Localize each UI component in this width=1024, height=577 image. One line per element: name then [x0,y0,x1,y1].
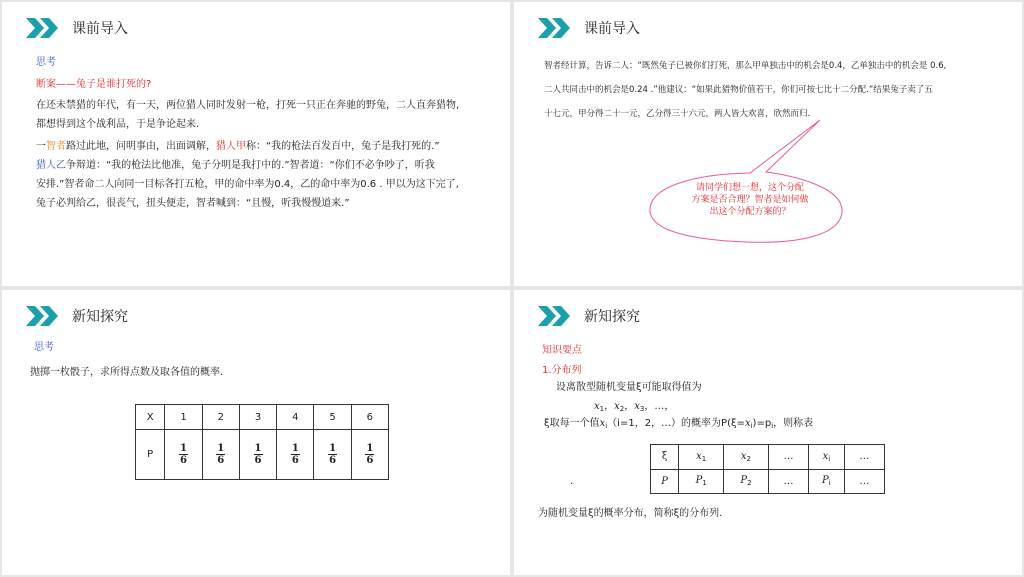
table-cell: … [768,445,808,470]
slide-title: 新知探究 [584,309,640,325]
slide-3 [2,290,510,575]
fraction-cell [314,430,351,480]
table-row [136,430,389,480]
slide-2 [514,2,1022,286]
question-text: 抛掷一枚骰子，求所得点数及取各值的概率. [30,367,224,378]
table-cell: 4 [277,405,314,430]
story-line: 在还未禁猎的年代，有一天，两位猎人同时发射一枪，打死一只正在奔驰的野兔，二人直奔猎物, [36,100,460,111]
slide-title: 新知探究 [72,309,128,325]
story-text: 称：“我的枪法百发百中，兔子是我打死的.” [246,141,440,152]
fraction: $\frac{1}{6}$ [217,443,225,466]
fraction-cell [351,430,388,480]
think-label: 思考 [36,57,56,68]
table-cell: … [768,469,808,494]
double-chevron-icon [538,18,574,38]
story-text: 一 [36,141,46,152]
fraction: $\frac{1}{6}$ [291,443,299,466]
bubble-line: 方案是否合理？智者是如何做 [691,195,809,205]
section-heading: 知识要点 [542,345,582,356]
table-row [651,469,885,494]
question-text: 断案——兔子是谁打死的? [36,79,152,90]
values-line: $x_1$，$x_2$，$x_3$，…， [594,401,675,413]
slide-header [26,17,128,39]
table-cell: P [651,469,679,494]
bubble-line: 请同学们想一想，这个分配 [695,183,804,193]
table-cell: $x_1$ [679,445,724,470]
fraction-cell [277,430,314,480]
subsection-heading: 1.分布列 [542,365,582,376]
fraction: $\frac{1}{6}$ [254,443,262,466]
story-text: 争辩道：“我的枪法比他准，兔子分明是我打中的.”智者道：“你们不必争吵了，听我 [66,160,435,171]
story-line: 安排.”智者命二人向同一目标各打五枪，甲的命中率为0.4，乙的命中率为0.6 . 甲以为这下完了, [36,179,459,190]
table-cell: 1 [165,405,202,430]
table-cell: … [844,445,884,470]
table-cell: $x_i$ [809,445,845,470]
table-row [136,405,389,430]
definition-line: 设离散型随机变量ξ可能取得值为 [556,382,702,393]
slide-title: 课前导入 [584,21,640,37]
slide-1 [2,2,510,286]
story-line: 兔子必判给乙，很丧气，扭头便走，智者喊到：“且慢，听我慢慢道来.” [36,198,350,209]
dot-mark: . [570,476,574,487]
table-cell: … [844,469,884,494]
table-cell: ξ [651,445,679,470]
story-line: 智者经计算，告诉二人：“既然兔子已被你们打死，那么甲单独击中的机会是0.4，乙单独击中的机会是 0.6, [544,61,947,71]
story-text: 路过此地，问明事由，出面调解， [66,141,216,152]
slide-title: 课前导入 [72,21,128,37]
slide-header [26,305,128,327]
bubble-text [684,182,816,218]
conclusion-text: 为随机变量ξ的概率分布，简称ξ的分布列. [538,508,723,519]
story-line: 都想得到这个战利品，于是争论起来. [36,119,200,130]
slide-4 [514,290,1022,575]
definition-line: ξ取每一个值$x_i(i=1$，2，…）的概率为$P(\xi=x_i)=p_i$，则称表 [544,418,814,430]
table-cell: $P_2$ [724,469,769,494]
fraction: $\frac{1}{6}$ [366,443,374,466]
slide-header [538,17,640,39]
story-line: 二人共同击中的机会是0.24 .”他建议：“如果此猎物价值若干，你们可按七比十二分配.”结果兔子卖了五 [544,85,933,95]
think-label: 思考 [34,342,54,353]
fraction: $\frac{1}{6}$ [329,443,337,466]
story-line [36,139,440,155]
story-line [36,158,435,174]
table-cell: 5 [314,405,351,430]
table-cell: X [136,405,165,430]
hunter-b-highlight: 猎人乙 [36,160,66,171]
double-chevron-icon [538,306,574,326]
table-cell: $x_2$ [724,445,769,470]
double-chevron-icon [26,306,62,326]
double-chevron-icon [26,18,62,38]
table-cell: $P_i$ [809,469,845,494]
table-cell: 3 [239,405,276,430]
dice-probability-table [135,404,389,480]
fraction-cell [202,430,239,480]
table-row [651,445,885,470]
table-cell: P [136,430,165,480]
table-cell: 6 [351,405,388,430]
table-cell: 2 [202,405,239,430]
fraction: $\frac{1}{6}$ [180,443,187,466]
bubble-line: 出这个分配方案的？ [709,207,791,217]
hunter-a-highlight: 猎人甲 [216,141,246,152]
story-line: 十七元，甲分得二十一元，乙分得三十六元，两人皆大欢喜，欣然而归. [544,109,811,119]
distribution-table [650,444,885,494]
zhizhe-highlight: 智者 [46,141,66,152]
fraction-cell [165,430,202,480]
slide-header [538,305,640,327]
fraction-cell [239,430,276,480]
table-cell: $P_1$ [679,469,724,494]
